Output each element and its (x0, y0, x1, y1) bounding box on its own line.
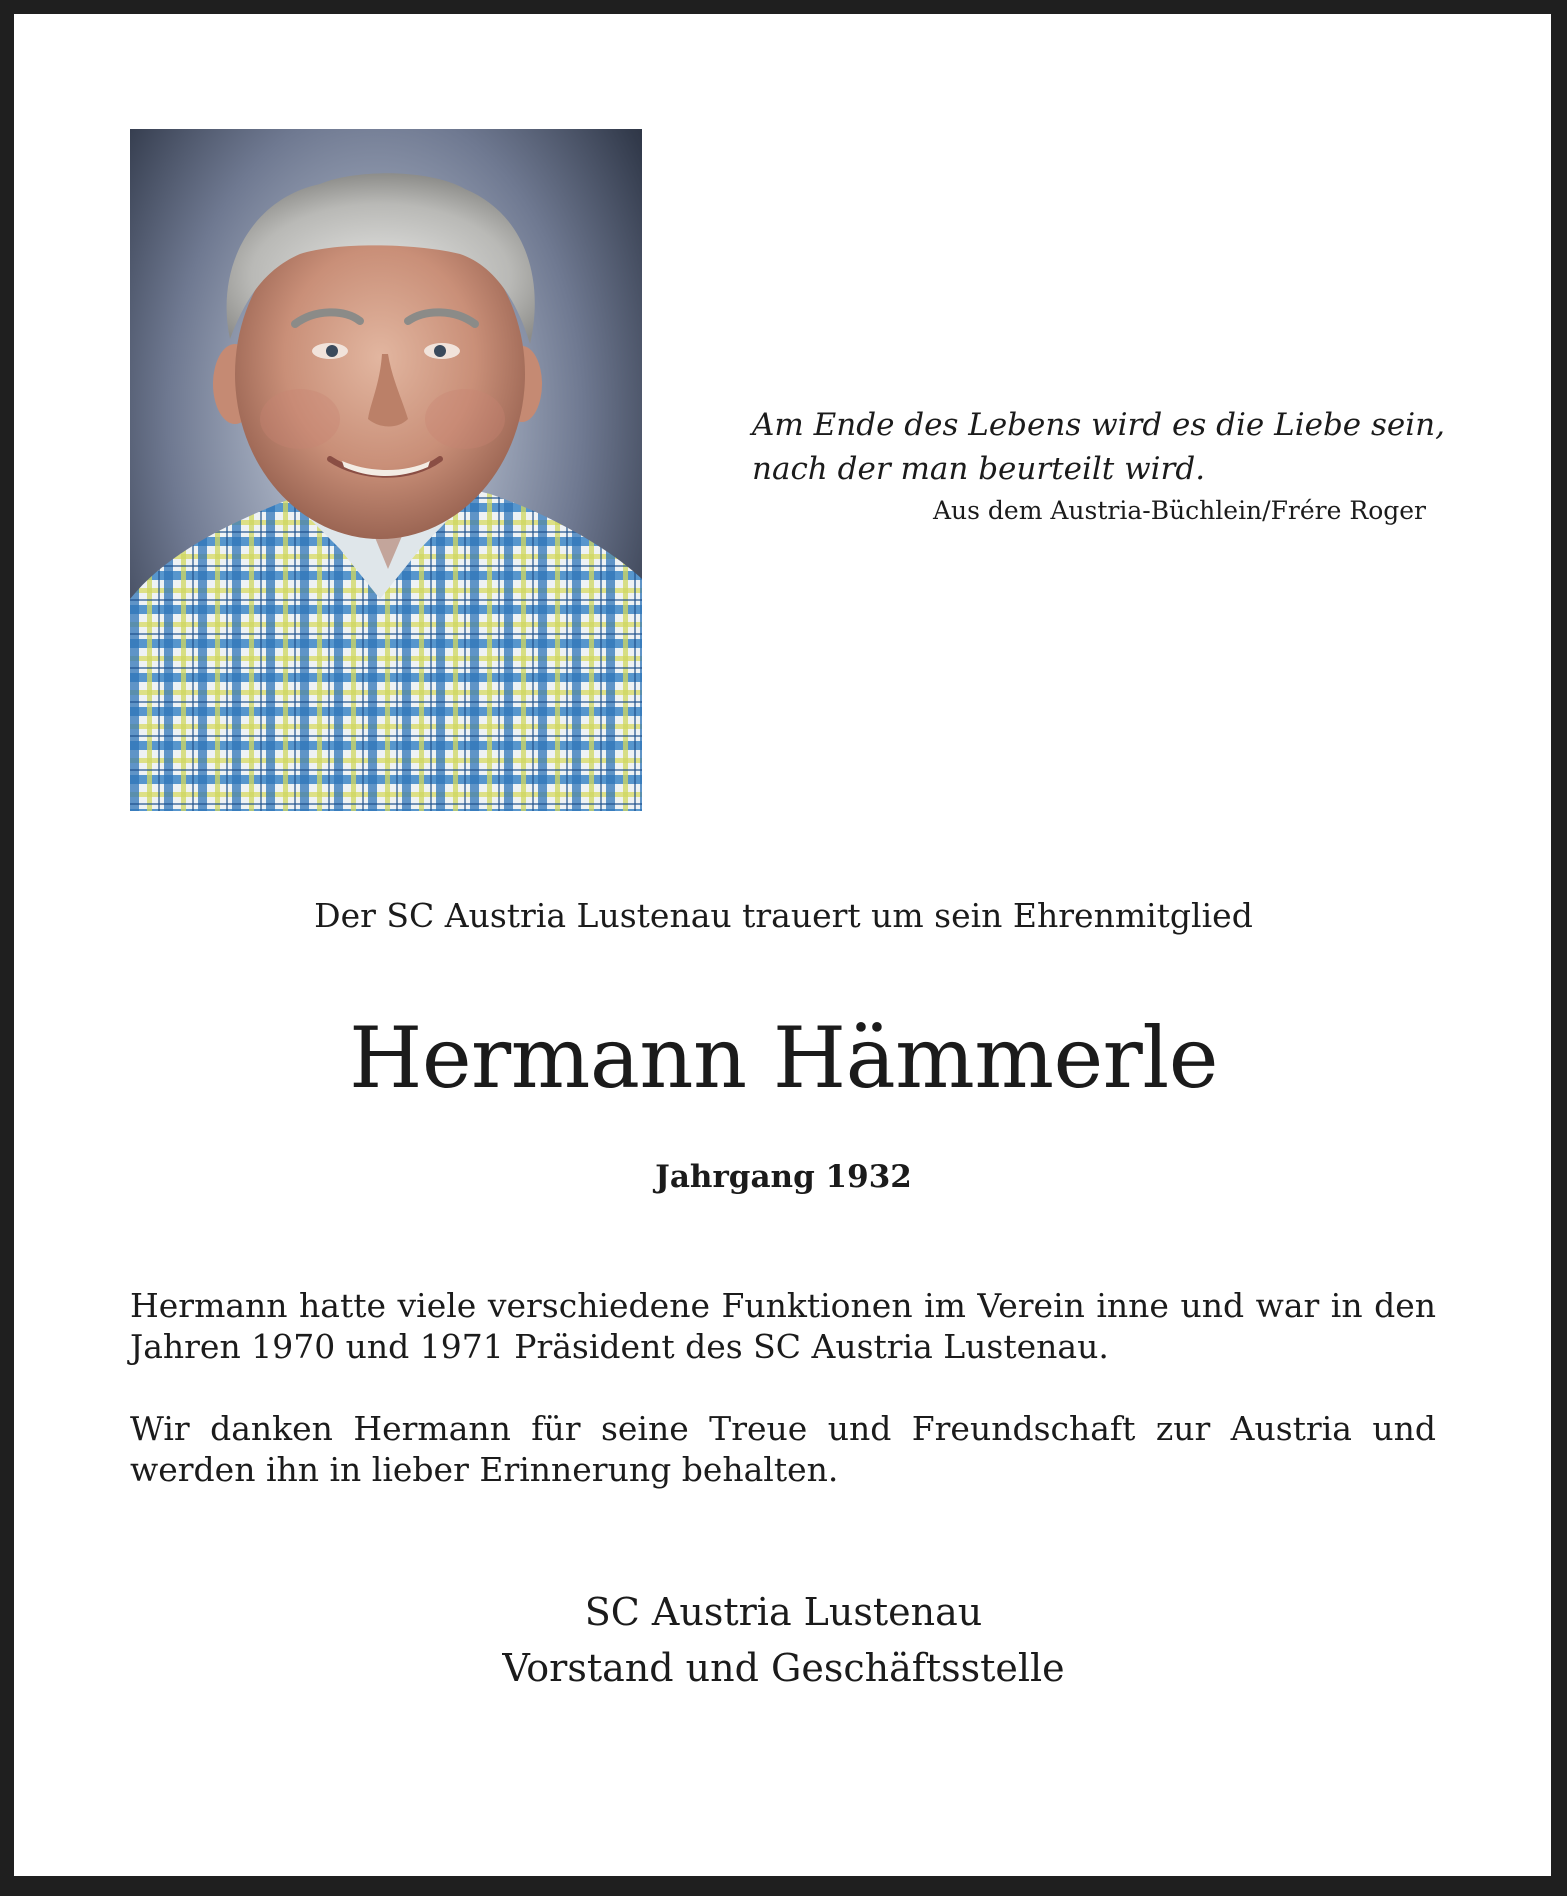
body-paragraph-1: Hermann hatte viele verschiedene Funktionen im Verein inne und war in den Jahren 1970 und 1971 Präsident des SC Austria Lustenau. (130, 1286, 1436, 1366)
birth-year: Jahrgang 1932 (655, 1159, 912, 1195)
signature-department: Vorstand und Geschäftsstelle (502, 1646, 1065, 1690)
body-paragraph-2: Wir danken Hermann für seine Treue und Freundschaft zur Austria und werden ihn in lieber Erinnerung behalten. (130, 1409, 1436, 1489)
quote-line-2: nach der man beurteilt wird. (752, 451, 1206, 487)
intro-text: Der SC Austria Lustenau trauert um sein Ehrenmitglied (314, 896, 1253, 935)
quote-line-1: Am Ende des Lebens wird es die Liebe sein, (752, 407, 1445, 443)
quote-block (752, 403, 1452, 525)
quote-source: Aus dem Austria-Büchlein/Frére Roger (932, 496, 1426, 525)
deceased-name: Hermann Hämmerle (349, 1009, 1218, 1107)
portrait-photo (130, 129, 642, 811)
signature-organization: SC Austria Lustenau (584, 1590, 983, 1634)
